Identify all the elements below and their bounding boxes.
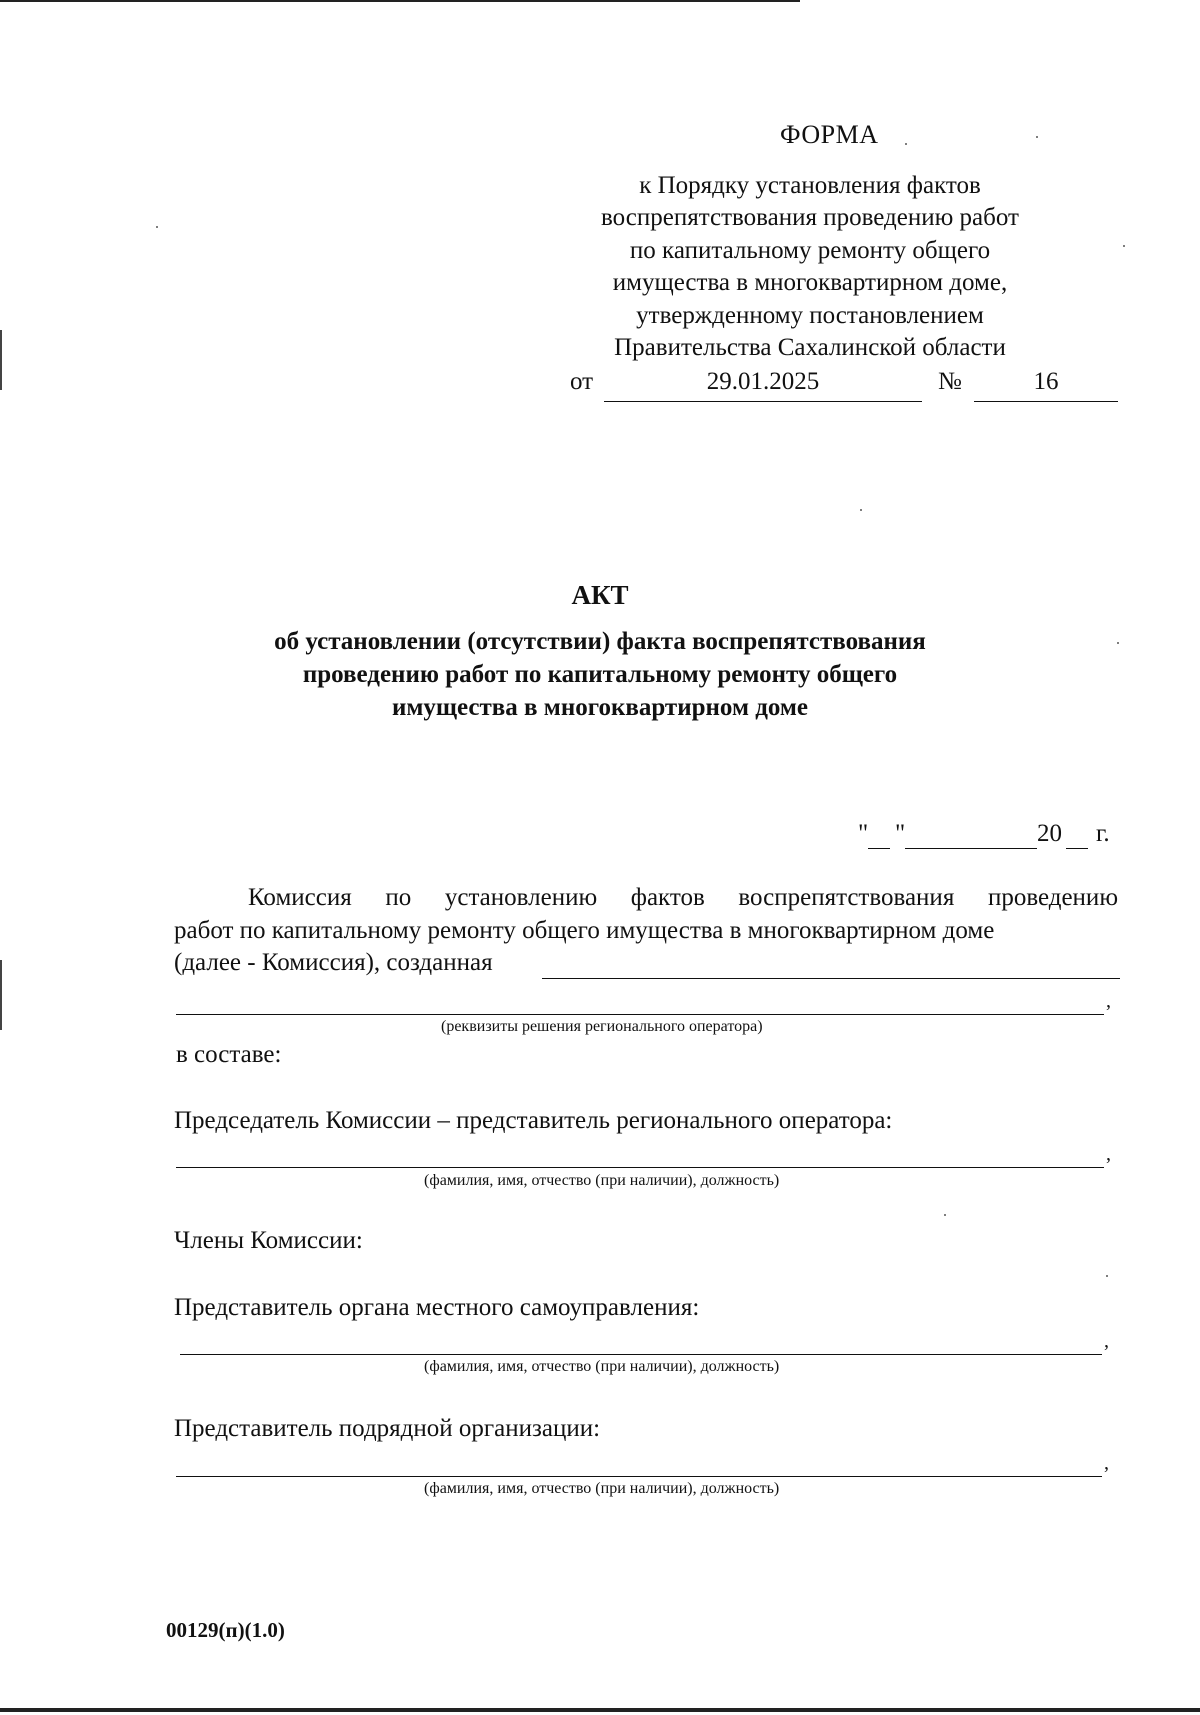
- comma: ,: [1106, 990, 1111, 1012]
- form-reference-line: воспрепятствования проведению работ: [601, 204, 1019, 232]
- commission-paragraph: [174, 882, 1118, 980]
- form-reference-line: по капитальному ремонту общего: [629, 236, 991, 264]
- date-year-prefix: 20: [1037, 820, 1062, 847]
- created-by-blank[interactable]: [542, 978, 1120, 979]
- form-reference-line: к Порядку установления фактов: [639, 172, 981, 199]
- members-label: Члены Комиссии:: [174, 1227, 363, 1254]
- act-title: АКТ: [571, 580, 629, 610]
- act-subtitle-line: об установлении (отсутствии) факта воспрепятствования: [274, 628, 926, 655]
- paragraph-line: (далее - Комиссия), созданная: [174, 949, 493, 976]
- date-year-blank[interactable]: [1066, 848, 1088, 849]
- scan-speck: [1123, 245, 1125, 247]
- composition-label: в составе:: [176, 1041, 282, 1068]
- act-subtitle-line: проведению работ по капитальному ремонту общего: [302, 661, 898, 688]
- chairman-label: Председатель Комиссии – представитель регионального оператора:: [174, 1107, 893, 1134]
- decision-requisites-blank[interactable]: [176, 1014, 1104, 1015]
- scan-speck: [156, 226, 158, 228]
- form-reference-line: имущества в многоквартирном доме,: [612, 269, 1008, 297]
- date-quote-open: ": [858, 820, 869, 847]
- date-day-blank[interactable]: [868, 848, 890, 849]
- decree-date-underline: [604, 401, 922, 402]
- paragraph-line: работ по капитальному ремонту общего имущества в многоквартирном доме: [174, 916, 995, 944]
- decree-number: 16: [1033, 368, 1059, 395]
- contractor-label: Представитель подрядной организации:: [174, 1415, 601, 1442]
- contractor-blank[interactable]: [176, 1476, 1102, 1477]
- local-gov-blank[interactable]: [180, 1354, 1102, 1355]
- form-reference: [560, 170, 1060, 364]
- form-label: ФОРМА: [780, 120, 879, 149]
- date-quote-close: ": [895, 820, 906, 847]
- scan-speck: [1106, 1275, 1108, 1277]
- scan-speck: [1117, 642, 1119, 644]
- scan-border-bottom: [0, 1708, 1200, 1712]
- date-month-blank[interactable]: [905, 848, 1037, 849]
- chairman-caption: (фамилия, имя, отчество (при наличии), должность): [424, 1172, 780, 1189]
- chairman-blank[interactable]: [176, 1167, 1104, 1168]
- scan-speck: [905, 143, 907, 145]
- decree-number-underline: [974, 401, 1118, 402]
- decree-date: 29.01.2025: [706, 368, 820, 395]
- document-code: 00129(п)(1.0): [166, 1618, 285, 1642]
- local-gov-label: Представитель органа местного самоуправления:: [174, 1294, 700, 1321]
- paragraph-line: Комиссия по установлению фактов воспрепятствования проведению: [248, 884, 1118, 911]
- decision-requisites-caption: (реквизиты решения регионального оператора): [441, 1018, 763, 1035]
- scan-speck: [860, 509, 862, 511]
- comma: ,: [1106, 1143, 1111, 1165]
- from-label: от: [570, 368, 594, 395]
- scan-border-top: [0, 0, 800, 2]
- scan-mark-left: [0, 960, 2, 1030]
- scan-speck: [944, 1214, 946, 1216]
- act-subtitle: [240, 625, 960, 724]
- contractor-caption: (фамилия, имя, отчество (при наличии), должность): [424, 1480, 780, 1497]
- form-reference-line: утвержденному постановлением: [636, 301, 984, 329]
- form-reference-line: Правительства Сахалинской области: [614, 334, 1006, 362]
- date-year-suffix: г.: [1096, 820, 1110, 847]
- scan-mark-left: [0, 330, 2, 390]
- scan-speck: [1036, 136, 1038, 138]
- comma: ,: [1104, 1330, 1109, 1352]
- act-subtitle-line: имущества в многоквартирном доме: [391, 694, 809, 721]
- number-label: №: [938, 368, 962, 395]
- local-gov-caption: (фамилия, имя, отчество (при наличии), должность): [424, 1358, 780, 1375]
- comma: ,: [1104, 1452, 1109, 1474]
